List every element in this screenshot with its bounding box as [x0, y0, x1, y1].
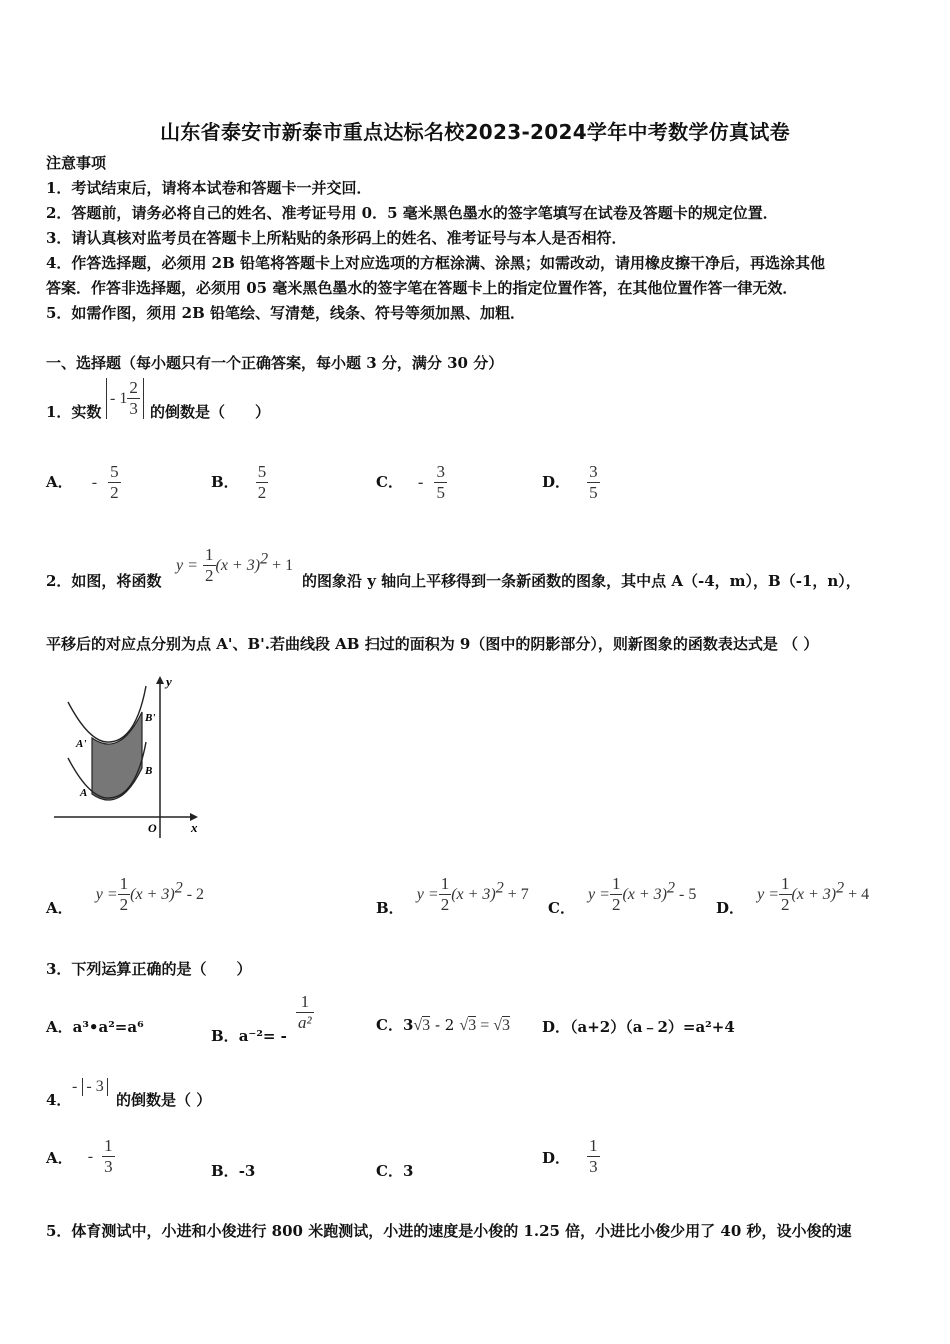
- q4-option-a-den: 3: [104, 1157, 113, 1176]
- q4-expr-sign: -: [72, 1078, 78, 1095]
- q1-option-b-den: 2: [257, 483, 267, 502]
- q2-fig-a-label: A: [80, 787, 88, 799]
- notice-item-2: 2．答题前，请务必将自己的姓名、准考证号用 0．5 毫米黑色墨水的签字笔填写在试卷及答题卡的规定位置．: [46, 204, 778, 222]
- q2-option-d[interactable]: [716, 874, 869, 915]
- q4-prefix: 4．: [46, 1091, 72, 1109]
- notice-item-3: 3．请认真核对监考员在答题卡上所粘贴的条形码上的姓名、准考证号与本人是否相符．: [46, 229, 627, 247]
- q1-option-b-num: 5: [257, 462, 267, 481]
- q2-option-c-label: C．: [548, 899, 575, 917]
- q2-option-a-exp: 2: [174, 879, 183, 897]
- q2-func-exp: 2: [260, 550, 269, 568]
- q1-option-c-sign: -: [418, 474, 424, 491]
- q3-option-b-text: a⁻²= -: [238, 1027, 287, 1045]
- notice-item-1: 1．考试结束后，请将本试卷和答题卡一并交回．: [46, 179, 372, 197]
- q2-option-a-body: (x + 3): [130, 886, 175, 903]
- q1-option-b-label: B．: [211, 473, 239, 491]
- q2-prefix: 2．如图，将函数: [46, 572, 162, 590]
- q1-expr-sign: - 1: [110, 390, 128, 407]
- q2-option-b[interactable]: [376, 874, 529, 915]
- q3-option-c-t1: 3: [402, 1016, 414, 1034]
- q2-option-c-body: (x + 3): [622, 886, 668, 903]
- q3-option-a-text: a³•a²=a⁶: [72, 1018, 144, 1036]
- q3-option-b-num: 1: [296, 992, 314, 1013]
- section-heading: 一、选择题（每小题只有一个正确答案，每小题 3 分，满分 30 分）: [46, 354, 504, 372]
- q4-expr-abs: - 3: [82, 1078, 107, 1096]
- q2-option-c-y: y =: [588, 886, 610, 903]
- q2-option-d-body: (x + 3): [791, 886, 837, 903]
- q2-option-c[interactable]: [548, 874, 696, 915]
- q2-option-c-num: 1: [611, 874, 621, 893]
- notice-item-4-cont: 答案．作答非选择题，必须用 05 毫米黑色墨水的签字笔在答题卡上的指定位置作答，在其他位置作答一律无效．: [46, 279, 798, 297]
- q3-option-b-label: B．: [211, 1027, 239, 1045]
- q3-option-d[interactable]: [542, 1016, 735, 1037]
- q4-option-b-label: B．: [211, 1162, 239, 1180]
- q2-y-arrow: [156, 676, 164, 684]
- q1-expr-den: 3: [129, 399, 138, 418]
- notice-heading: 注意事项: [46, 154, 107, 172]
- q2-option-c-den: 2: [611, 895, 621, 914]
- q4-option-c-label: C．: [376, 1162, 403, 1180]
- q3-option-c-r3: 3: [502, 1017, 511, 1034]
- q3-option-a-label: A．: [46, 1018, 73, 1036]
- q3-option-b[interactable]: [211, 992, 314, 1045]
- q4-option-a[interactable]: [46, 1136, 115, 1177]
- q2-fig-b-label: B: [145, 765, 153, 777]
- q2-fig-o-label: O: [148, 821, 157, 835]
- q5-stem: 5．体育测试中，小进和小俊进行 800 米跑测试，小进的速度是小俊的 1.25 倍，小进比小俊少用了 40 秒，设小俊的速: [46, 1222, 852, 1240]
- q3-option-c-t2: - 2: [430, 1016, 455, 1034]
- q2-option-b-tail: + 7: [503, 886, 529, 903]
- q3-option-c-r1: 3: [422, 1017, 431, 1034]
- q3-option-c-t3: =: [476, 1017, 494, 1034]
- q3-option-c-label: C．: [376, 1016, 403, 1034]
- q1-option-d-den: 5: [589, 483, 598, 502]
- q1-prefix: 1．实数: [46, 403, 102, 421]
- q4-option-a-label: A．: [46, 1149, 73, 1167]
- notice-item-5: 5．如需作图，须用 2B 铅笔绘、写清楚，线条、符号等须加黑、加粗．: [46, 304, 525, 322]
- q2-option-b-body: (x + 3): [451, 886, 496, 903]
- q4-option-a-sign: -: [87, 1148, 94, 1165]
- q1-option-d[interactable]: [542, 462, 600, 503]
- q2-option-a-num: 1: [119, 874, 129, 893]
- q1-option-c-den: 5: [436, 483, 445, 502]
- q2-suffix: 的图象沿 y 轴向上平移得到一条新函数的图象，其中点 A（-4，m），B（-1，n），: [302, 572, 861, 590]
- q4-option-c[interactable]: [376, 1160, 413, 1181]
- q2-option-a-den: 2: [119, 895, 129, 914]
- q4-option-b-text: -3: [238, 1162, 256, 1180]
- q1-option-a-num: 5: [110, 462, 119, 481]
- q1-expression: [106, 378, 144, 419]
- page-title: 山东省泰安市新泰市重点达标名校2023-2024学年中考数学仿真试卷: [160, 120, 790, 144]
- q3-option-c[interactable]: C．3√3 - 2 √3 = √3: [376, 1016, 511, 1034]
- q2-function: [176, 545, 293, 586]
- q2-option-b-exp: 2: [495, 879, 504, 897]
- q2-fig-y-label: y: [166, 674, 172, 689]
- q4-suffix: 的倒数是（ ）: [116, 1091, 212, 1109]
- q2-option-a-tail: - 2: [182, 886, 205, 903]
- q4-option-a-num: 1: [104, 1136, 113, 1155]
- q2-option-b-label: B．: [376, 899, 404, 917]
- q1-option-d-label: D．: [542, 473, 571, 491]
- q2-figure: [50, 672, 210, 842]
- q3-option-c-r2: 3: [468, 1017, 477, 1034]
- q2-line2: 平移后的对应点分别为点 A'、B'.若曲线段 AB 扫过的面积为 9（图中的阴影部分），则新图象的函数表达式是 （ ）: [46, 635, 819, 653]
- q2-option-c-tail: - 5: [675, 886, 697, 903]
- q1-option-c-num: 3: [436, 462, 445, 481]
- notice-item-4: 4．作答选择题，必须用 2B 铅笔将答题卡上对应选项的方框涂满、涂黑；如需改动，请用橡皮擦干净后，再选涂其他: [46, 254, 826, 272]
- q4-option-b[interactable]: [211, 1160, 255, 1181]
- q2-func-num: 1: [205, 545, 214, 564]
- q2-option-a-y: y =: [95, 886, 118, 903]
- q2-option-d-exp: 2: [836, 879, 845, 897]
- q1-expr-num: 2: [129, 378, 138, 397]
- q2-func-y: y =: [176, 557, 198, 574]
- q2-option-d-num: 1: [781, 874, 790, 893]
- q3-option-d-text: （a+2）（a﹣2）=a²+4: [570, 1018, 735, 1036]
- q4-option-d-den: 3: [589, 1157, 598, 1176]
- q2-option-c-exp: 2: [667, 879, 676, 897]
- q3-option-d-label: D．: [542, 1018, 571, 1036]
- q3-option-a[interactable]: [46, 1016, 144, 1037]
- q2-option-b-den: 2: [440, 895, 450, 914]
- q1-option-a-label: A．: [46, 473, 73, 491]
- q2-option-b-num: 1: [440, 874, 450, 893]
- q2-option-d-den: 2: [781, 895, 790, 914]
- q2-shaded-area: [92, 712, 142, 800]
- q1-option-d-num: 3: [589, 462, 598, 481]
- q1-option-c[interactable]: [376, 462, 447, 503]
- q1-option-a-den: 2: [110, 483, 119, 502]
- q2-func-body: (x + 3): [215, 557, 261, 574]
- q1-suffix: 的倒数是（ ）: [150, 403, 271, 421]
- q1-option-a-sign: -: [91, 474, 98, 491]
- q2-option-d-y: y =: [757, 886, 780, 903]
- q2-func-den: 2: [205, 566, 214, 585]
- q1-option-a[interactable]: [46, 462, 121, 503]
- q4-option-c-text: 3: [402, 1162, 414, 1180]
- q4-option-d-num: 1: [589, 1136, 598, 1155]
- q4-option-d-label: D．: [542, 1149, 571, 1167]
- q2-option-b-y: y =: [416, 886, 439, 903]
- q2-option-a[interactable]: [46, 874, 204, 915]
- q2-option-d-tail: + 4: [844, 886, 870, 903]
- q2-fig-b2-label: B': [145, 712, 156, 724]
- q2-option-a-label: A．: [46, 899, 73, 917]
- q1-option-b[interactable]: [211, 462, 268, 503]
- q2-fig-x-label: x: [191, 820, 198, 835]
- q3-stem: 3．下列运算正确的是（ ）: [46, 960, 252, 978]
- q4-expression: [72, 1076, 108, 1096]
- q1-option-c-label: C．: [376, 473, 403, 491]
- q2-func-tail: + 1: [268, 557, 294, 574]
- q2-fig-a2-label: A': [76, 738, 87, 750]
- q4-option-d[interactable]: [542, 1136, 600, 1177]
- q3-option-b-den: a²: [298, 1013, 312, 1032]
- q2-option-d-label: D．: [716, 899, 745, 917]
